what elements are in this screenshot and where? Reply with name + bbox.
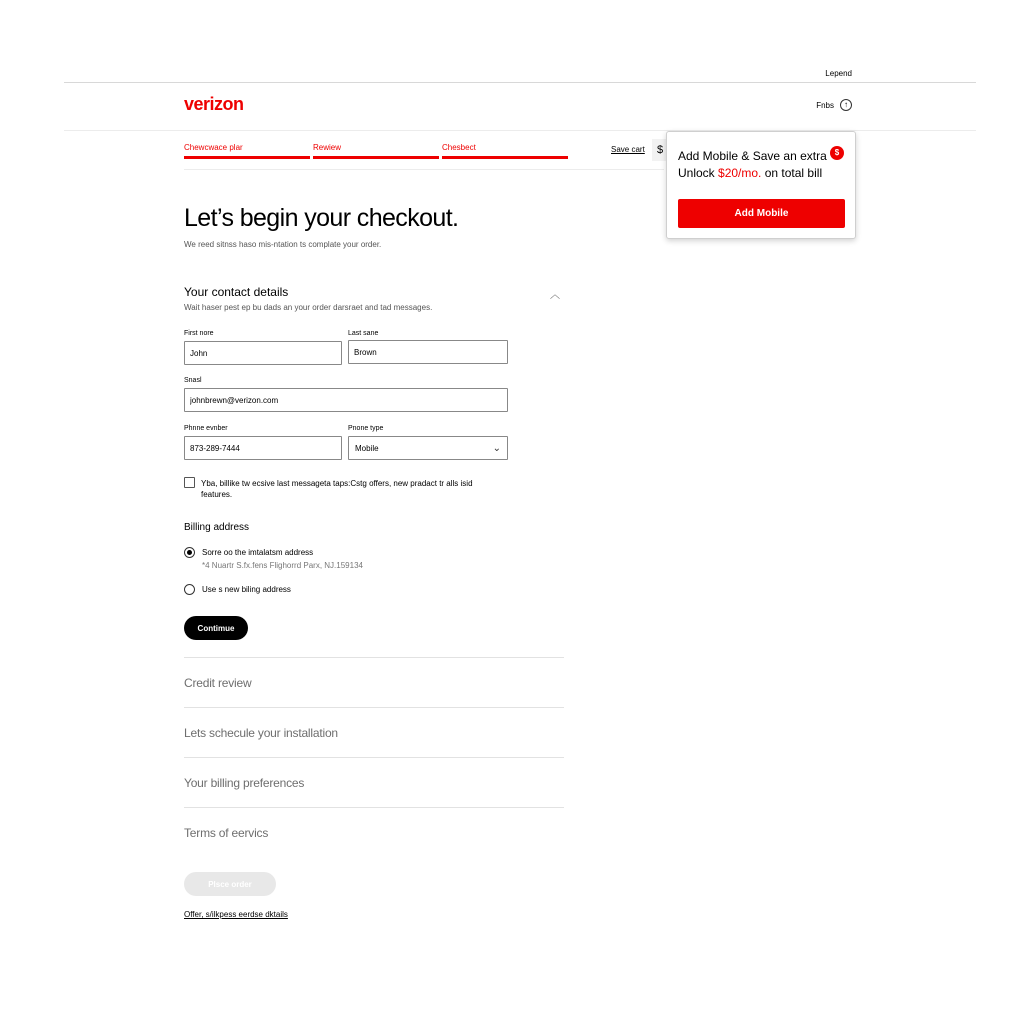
site-header xyxy=(64,83,976,131)
divider xyxy=(184,757,564,758)
step-progress-bar xyxy=(313,156,439,159)
accordion-credit-review[interactable]: Credit review xyxy=(184,676,252,690)
upload-help-icon[interactable]: ↑ xyxy=(840,99,852,111)
step-progress-bar xyxy=(442,156,568,159)
utility-bar xyxy=(64,64,976,83)
new-address-radio[interactable] xyxy=(184,584,195,595)
accordion-installation[interactable]: Lets schecule your installation xyxy=(184,726,338,740)
phone-type-label: Pnone type xyxy=(348,425,384,432)
accordion-terms-of-service[interactable]: Terms of eervics xyxy=(184,826,269,840)
dollar-badge-icon: $ xyxy=(830,146,844,160)
place-order-button: Plsce order xyxy=(184,872,276,896)
divider xyxy=(184,707,564,708)
step-label: Chewcwace plar xyxy=(184,143,243,152)
page-subtitle: We reed sitnss haso mis-ntation ts complate your order. xyxy=(184,240,382,249)
last-name-field[interactable] xyxy=(348,340,508,364)
promo-price: $20/mo. xyxy=(718,166,762,180)
page-title: Let’s begin your checkout. xyxy=(184,204,459,232)
chevron-down-icon: ⌄ xyxy=(492,442,501,454)
checkout-steps xyxy=(184,143,568,159)
same-address-radio[interactable] xyxy=(184,547,195,558)
cart-amount[interactable]: $ xyxy=(652,139,668,161)
marketing-opt-in-checkbox[interactable] xyxy=(184,477,195,488)
contact-section-title[interactable]: Your contact details xyxy=(184,285,289,299)
email-field[interactable] xyxy=(184,388,508,412)
radio-selected-dot xyxy=(187,550,192,555)
phone-field[interactable] xyxy=(184,436,342,460)
last-name-label: Last sane xyxy=(348,330,379,337)
email-label: Snasl xyxy=(184,377,202,384)
chevron-up-icon[interactable]: ︿ xyxy=(550,290,560,301)
continue-button[interactable]: Contimue xyxy=(184,616,248,640)
installation-address: *4 Nuartr S.fx.fens Flighorrd Parx, NJ.159134 xyxy=(202,561,363,570)
help-group[interactable] xyxy=(816,99,852,111)
offer-details-link[interactable]: Offer, s/ilkpess eerdse dktails xyxy=(184,910,288,919)
first-name-label: First nore xyxy=(184,330,214,337)
step-label: Chesbect xyxy=(442,143,476,152)
help-label[interactable]: Fnbs xyxy=(816,100,834,110)
promo-sub-prefix: Unlock xyxy=(678,166,715,180)
divider xyxy=(184,807,564,808)
promo-subtitle xyxy=(678,166,822,180)
divider xyxy=(184,169,664,170)
step-checkout[interactable] xyxy=(442,143,568,159)
step-label: Rewiew xyxy=(313,143,342,152)
add-mobile-promo xyxy=(666,131,856,239)
divider xyxy=(184,657,564,658)
accordion-billing-preferences[interactable]: Your billing preferences xyxy=(184,776,305,790)
phone-type-select[interactable] xyxy=(348,436,508,460)
verizon-logo[interactable]: verizon xyxy=(184,94,244,114)
marketing-opt-in-label: Yba, billike tw ecsive last messageta taps:Cstg offers, new pradact tr alls isid features. xyxy=(201,479,473,499)
promo-sub-suffix: on total bill xyxy=(764,166,823,180)
contact-section-description: Wait haser pest ep bu dads an your order darsraet and tad messages. xyxy=(184,303,433,312)
step-plan[interactable] xyxy=(184,143,310,159)
add-mobile-button[interactable]: Add Mobile xyxy=(678,199,845,228)
step-progress-bar xyxy=(184,156,310,159)
billing-address-title: Billing address xyxy=(184,522,250,533)
promo-title: Add Mobile & Save an extra xyxy=(678,149,827,163)
first-name-field[interactable] xyxy=(184,341,342,365)
new-address-label: Use s new biling address xyxy=(202,585,291,594)
same-address-label: Sorre oo the imtalatsm address xyxy=(202,548,314,557)
step-review[interactable] xyxy=(313,143,439,159)
phone-label: Phnne evnber xyxy=(184,425,228,432)
save-cart-link[interactable]: Save cart xyxy=(611,145,645,154)
utility-link[interactable]: Lepend xyxy=(825,69,852,78)
phone-type-value: Mobile xyxy=(355,443,379,453)
